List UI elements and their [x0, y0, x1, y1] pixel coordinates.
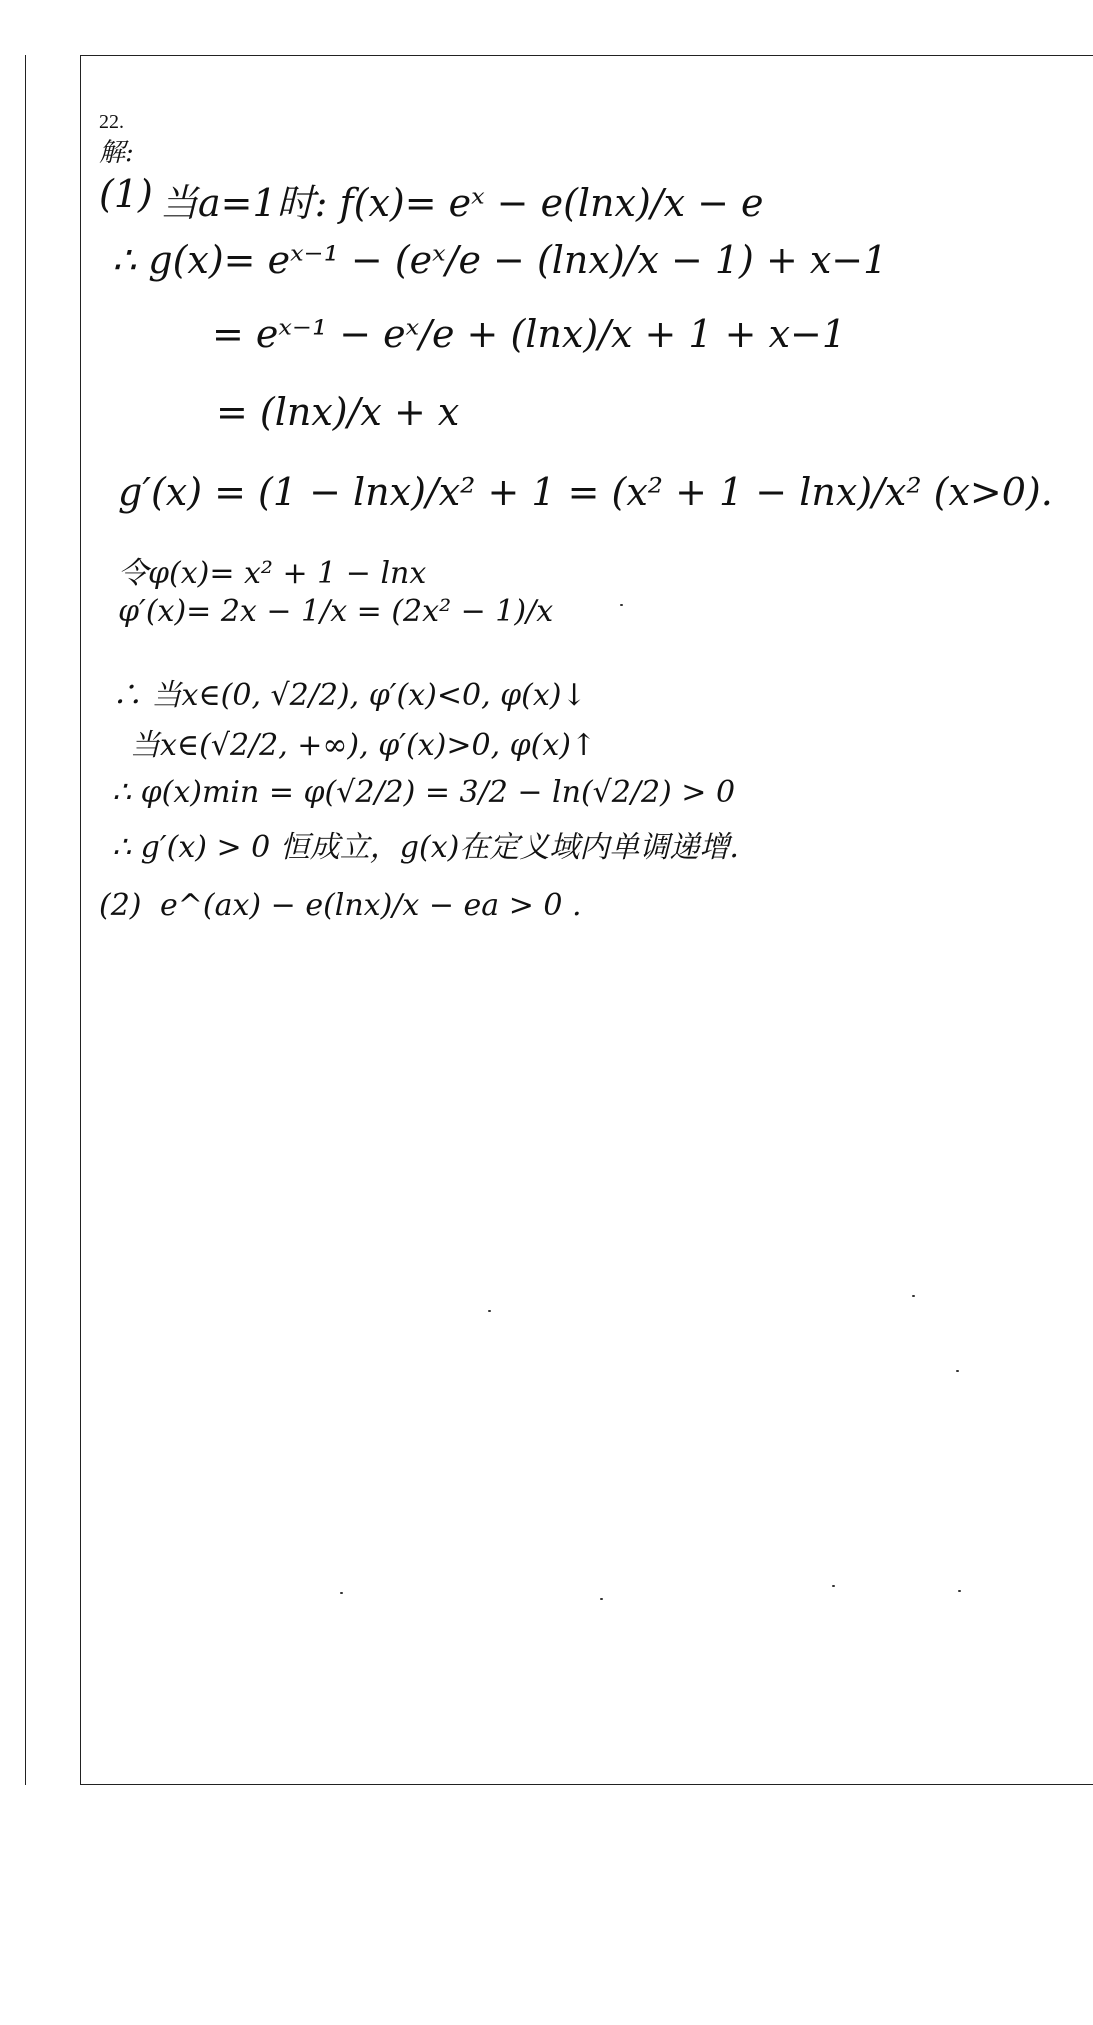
- part1-line-1: 当a=1时: f(x)= eˣ − e(lnx)/x − e: [160, 181, 764, 225]
- part2-line: e^(ax) − e(lnx)/x − ea > 0 .: [160, 888, 582, 923]
- part2-label: (2): [99, 888, 142, 923]
- part1-line-6: 令φ(x)= x² + 1 − lnx: [118, 556, 427, 591]
- answer-heading: 解:: [99, 138, 134, 168]
- scan-speck: [620, 604, 623, 606]
- scan-speck: [488, 1310, 491, 1312]
- question-number: 22.: [99, 111, 124, 133]
- part1-line-8: ∴ 当x∈(0, √2/2), φ′(x)<0, φ(x)↓: [112, 678, 587, 713]
- scan-speck: [956, 1370, 959, 1372]
- left-column-border: [0, 55, 26, 1785]
- part1-line-11: ∴ g′(x) > 0 恒成立，g(x)在定义域内单调递增.: [112, 830, 739, 865]
- scan-speck: [832, 1585, 835, 1587]
- scan-speck: [958, 1590, 961, 1592]
- scan-speck: [340, 1592, 343, 1594]
- part1-line-2: ∴ g(x)= eˣ⁻¹ − (eˣ/e − (lnx)/x − 1) + x−1: [112, 238, 888, 282]
- scan-speck: [600, 1598, 603, 1600]
- part1-line-7: φ′(x)= 2x − 1/x = (2x² − 1)/x: [118, 594, 554, 629]
- part1-line-4: = (lnx)/x + x: [216, 390, 460, 434]
- part1-line-3: = eˣ⁻¹ − eˣ/e + (lnx)/x + 1 + x−1: [212, 312, 847, 356]
- part1-line-10: ∴ φ(x)min = φ(√2/2) = 3/2 − ln(√2/2) > 0: [112, 775, 736, 810]
- scan-speck: [912, 1295, 915, 1297]
- part1-line-9: 当x∈(√2/2, +∞), φ′(x)>0, φ(x)↑: [130, 728, 597, 763]
- part1-line-5: g′(x) = (1 − lnx)/x² + 1 = (x² + 1 − lnx)/x² (x>0).: [118, 470, 1053, 514]
- part1-label: (1): [99, 172, 153, 216]
